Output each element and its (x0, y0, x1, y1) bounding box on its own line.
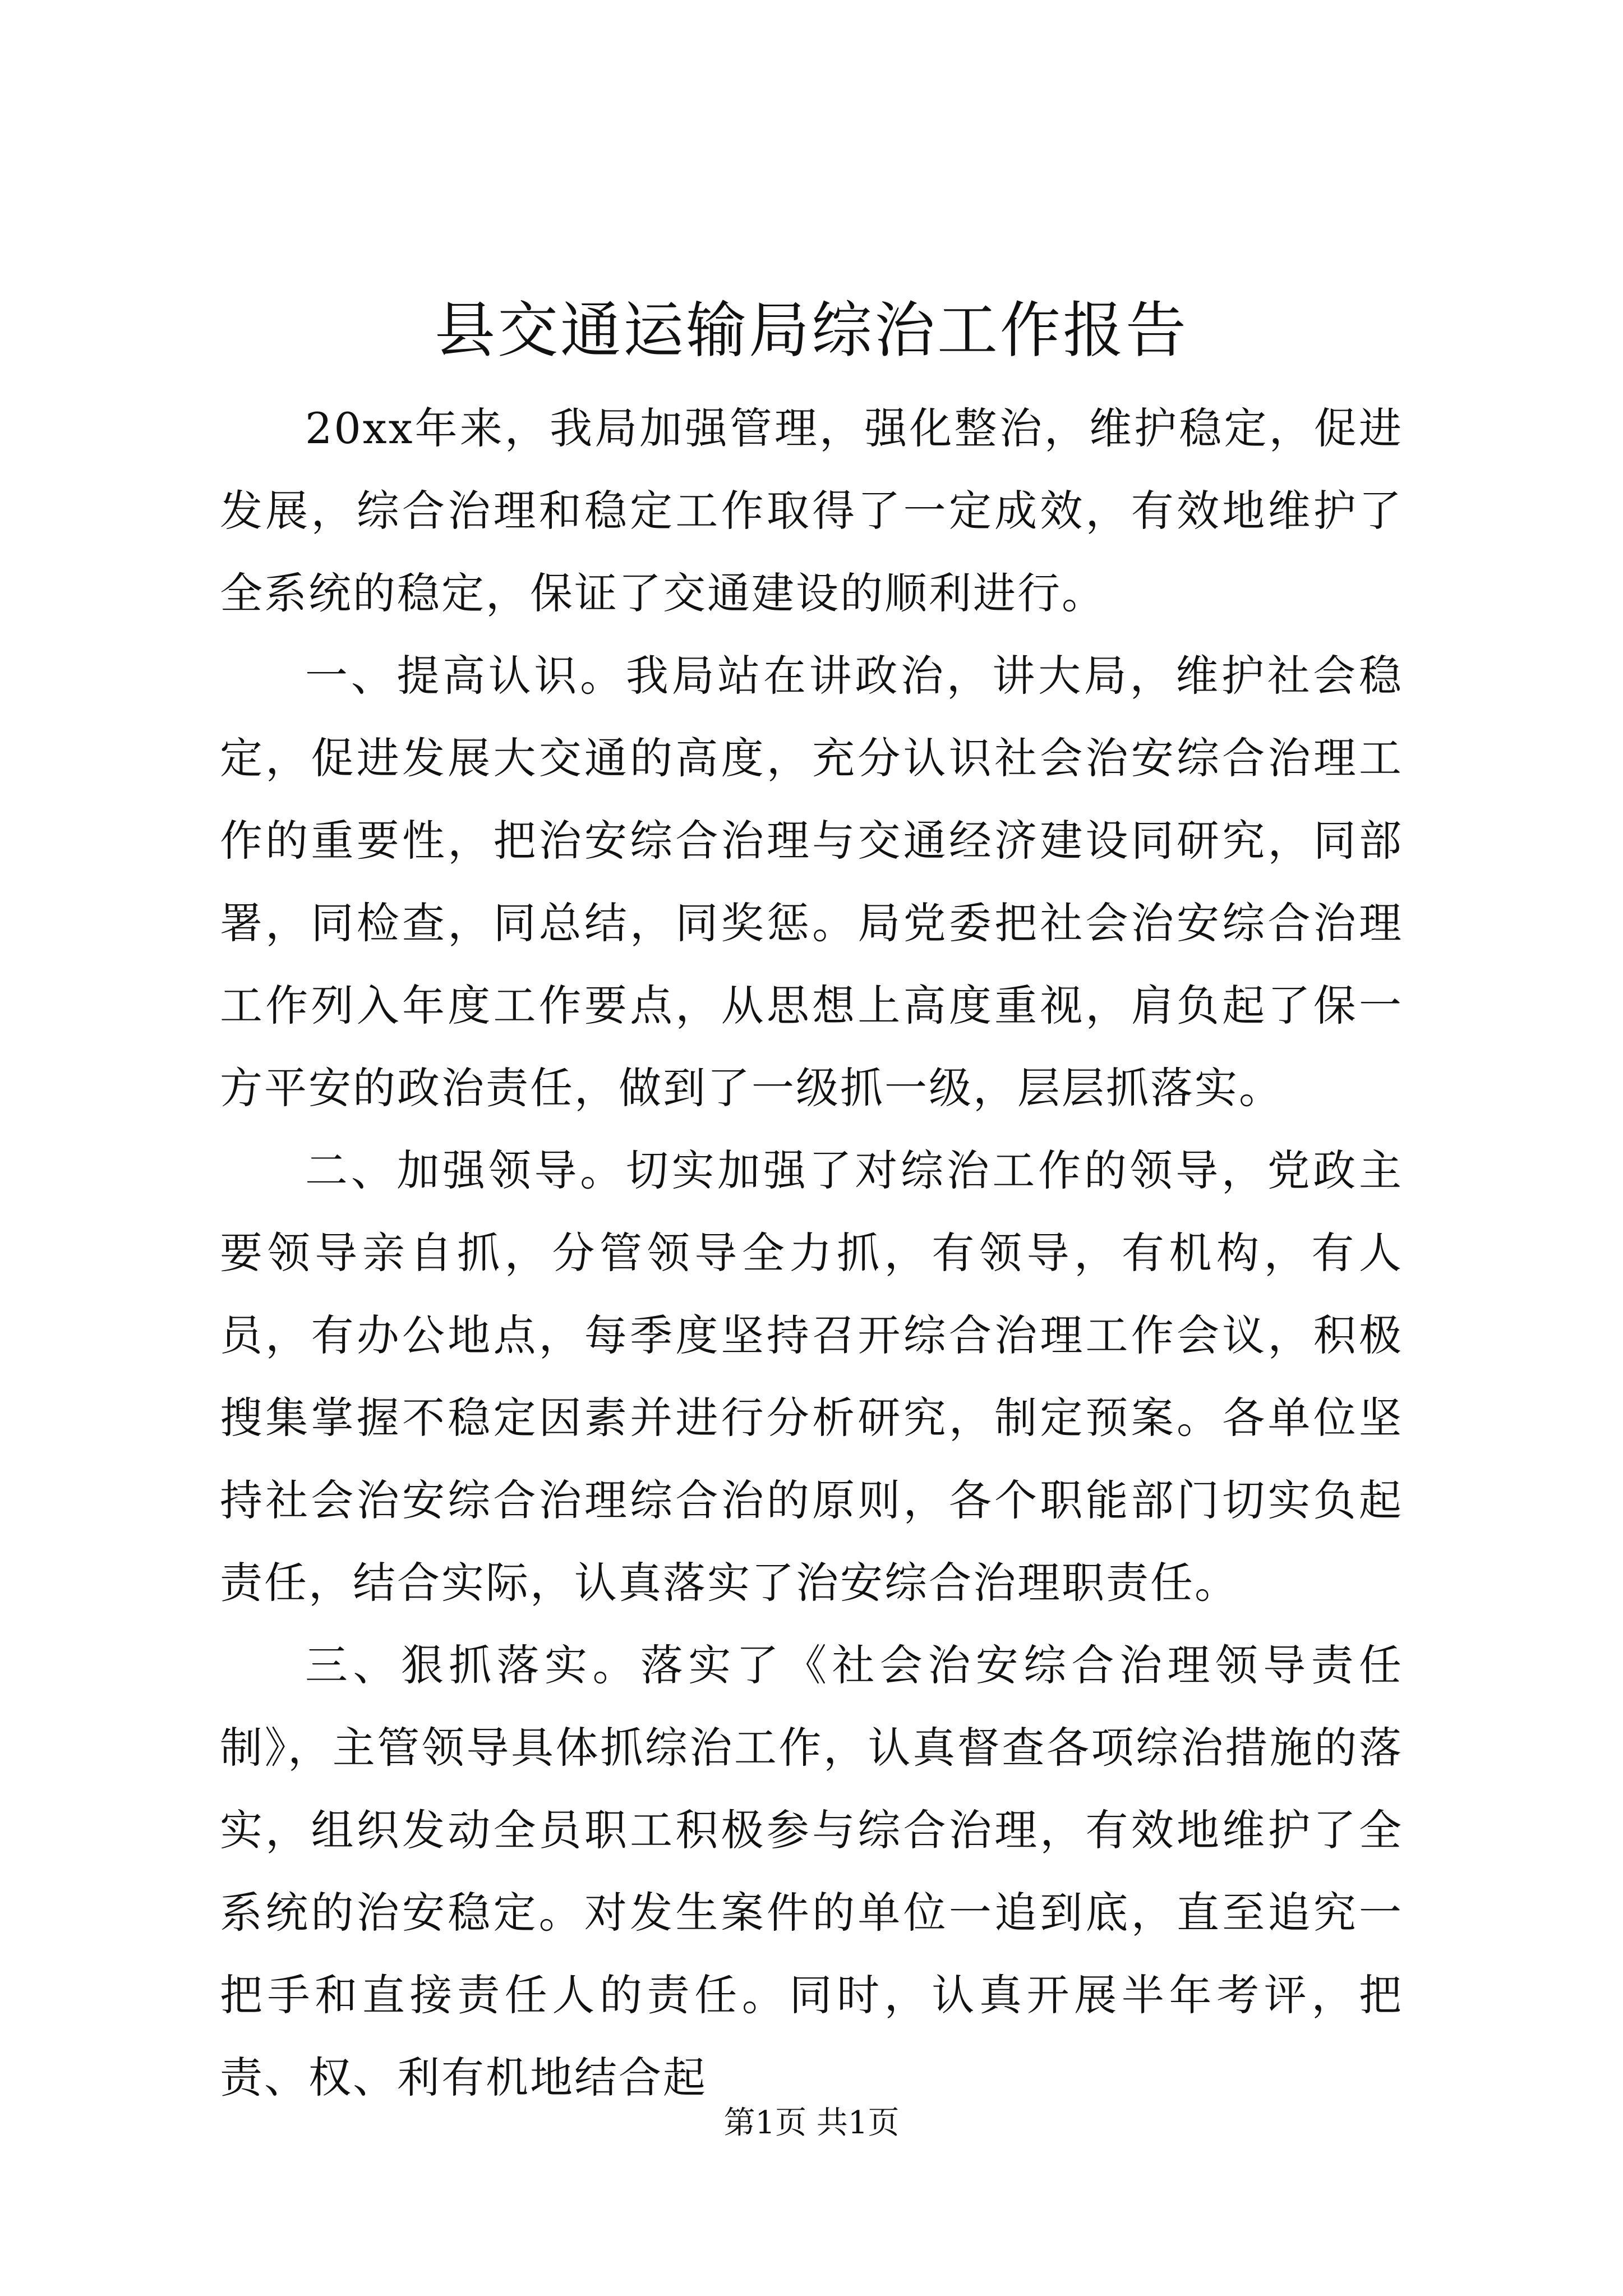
paragraph-section-2: 二、加强领导。切实加强了对综治工作的领导，党政主要领导亲自抓，分管领导全力抓，有领导，有机构，有人员，有办公地点，每季度坚持召开综合治理工作会议，积极搜集掌握不稳定因素并进行分析研究，制定预案。各单位坚持社会治安综合治理综合治的原则，各个职能部门切实负起责任，结合实际，认真落实了治安综合治理职责任。 (220, 1145, 1403, 1608)
document-body (220, 387, 1403, 2119)
page-footer: 第1页 共1页 (723, 2105, 900, 2141)
paragraph-section-3: 三、狠抓落实。落实了《社会治安综合治理领导责任制》，主管领导具体抓综治工作，认真督查各项综治措施的落实，组织发动全员职工积极参与综合治理，有效地维护了全系统的治安稳定。对发生案件的单位一追到底，直至追究一把手和直接责任人的责任。同时，认真开展半年考评，把责、权、利有机地结合起 (220, 1640, 1403, 2102)
document-title: 县交通运输局综治工作报告 (434, 296, 1188, 366)
paragraph-section-1: 一、提高认识。我局站在讲政治，讲大局，维护社会稳定，促进发展大交通的高度，充分认识社会治安综合治理工作的重要性，把治安综合治理与交通经济建设同研究，同部署，同检查，同总结，同奖惩。局党委把社会治安综合治理工作列入年度工作要点，从思想上高度重视，肩负起了保一方平安的政治责任，做到了一级抓一级，层层抓落实。 (220, 651, 1403, 1113)
paragraph-intro: 20xx年来，我局加强管理，强化整治，维护稳定，促进发展，综合治理和稳定工作取得了一定成效，有效地维护了全系统的稳定，保证了交通建设的顺利进行。 (220, 403, 1403, 618)
